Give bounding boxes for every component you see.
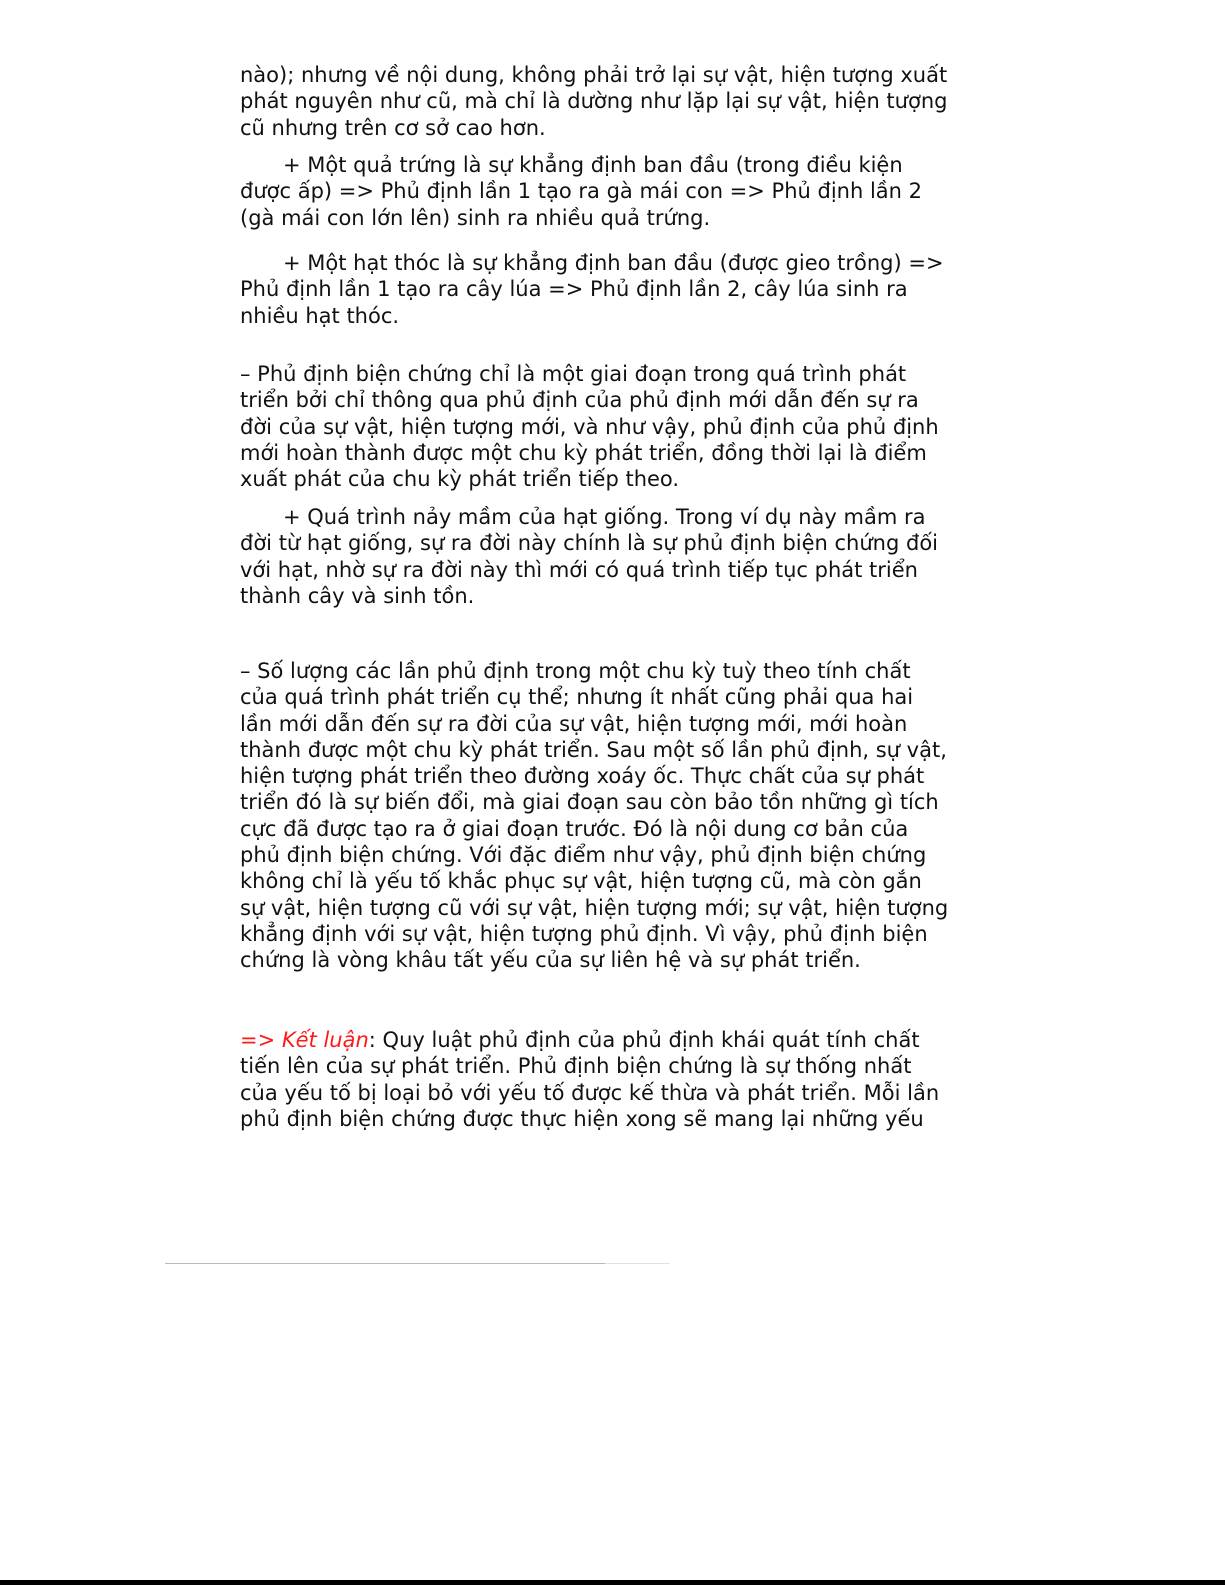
paragraph-conclusion bbox=[240, 1027, 960, 1132]
text-line: + Một quả trứng là sự khẳng định ban đầu (trong điều kiện bbox=[283, 153, 903, 177]
text-line: chứng là vòng khâu tất yếu của sự liên hệ và sự phát triển. bbox=[240, 948, 861, 973]
text-line: – Số lượng các lần phủ định trong một chu kỳ tuỳ theo tính chất bbox=[240, 659, 911, 683]
text-line: được ấp) => Phủ định lần 1 tạo ra gà mái con => Phủ định lần 2 bbox=[240, 179, 923, 204]
text-line: không chỉ là yếu tố khắc phục sự vật, hiện tượng cũ, mà còn gắn bbox=[240, 869, 922, 894]
text-line: nhiều hạt thóc. bbox=[240, 303, 400, 328]
text-line: (gà mái con lớn lên) sinh ra nhiều quả trứng. bbox=[240, 205, 711, 230]
text-line: cũ nhưng trên cơ sở cao hơn. bbox=[240, 115, 546, 140]
text-line: đời từ hạt giống, sự ra đời này chính là sự phủ định biện chứng đối bbox=[240, 531, 939, 556]
text-line: đời của sự vật, hiện tượng mới, và như vậy, phủ định của phủ định bbox=[240, 414, 939, 439]
text-line: thành được một chu kỳ phát triển. Sau một số lần phủ định, sự vật, bbox=[240, 737, 947, 762]
text-line: + Một hạt thóc là sự khẳng định ban đầu (được gieo trồng) => bbox=[283, 251, 944, 275]
text-line: của quá trình phát triển cụ thể; nhưng ít nhất cũng phải qua hai bbox=[240, 685, 914, 710]
text-line: Phủ định lần 1 tạo ra cây lúa => Phủ định lần 2, cây lúa sinh ra bbox=[240, 277, 908, 302]
text-line: với hạt, nhờ sự ra đời này thì mới có quá trình tiếp tục phát triển bbox=[240, 557, 918, 582]
text-line: sự vật, hiện tượng cũ với sự vật, hiện tượng mới; sự vật, hiện tượng bbox=[240, 895, 949, 920]
paragraph-egg-example bbox=[240, 152, 960, 231]
text-line: thành cây và sinh tồn. bbox=[240, 583, 475, 608]
conclusion-lead: => Kết luận bbox=[240, 1028, 369, 1052]
text-line: hiện tượng phát triển theo đường xoáy ốc. Thực chất của sự phát bbox=[240, 764, 925, 789]
text-line: triển đó là sự biến đổi, mà giai đoạn sau còn bảo tồn những gì tích bbox=[240, 790, 939, 815]
paragraph-rice-example bbox=[240, 250, 960, 329]
conclusion-first-line: : Quy luật phủ định của phủ định khái quát tính chất bbox=[368, 1028, 920, 1052]
text-line: tiến lên của sự phát triển. Phủ định biện chứng là sự thống nhất bbox=[240, 1054, 912, 1079]
text-line: phủ định biện chứng được thực hiện xong sẽ mang lại những yếu bbox=[240, 1106, 924, 1131]
text-line: lần mới dẫn đến sự ra đời của sự vật, hiện tượng mới, mới hoàn bbox=[240, 711, 908, 736]
text-line bbox=[240, 1027, 960, 1053]
footnote-separator-faint bbox=[605, 1263, 670, 1264]
paragraph-development-stage bbox=[240, 361, 960, 492]
text-line: triển bởi chỉ thông qua phủ định của phủ định mới dẫn đến sự ra bbox=[240, 388, 919, 413]
text-line: mới hoàn thành được một chu kỳ phát triển, đồng thời lại là điểm bbox=[240, 440, 927, 465]
text-line: cực đã được tạo ra ở giai đoạn trước. Đó là nội dung cơ bản của bbox=[240, 816, 909, 841]
paragraph-seed-example bbox=[240, 504, 960, 609]
text-line: xuất phát của chu kỳ phát triển tiếp theo. bbox=[240, 467, 680, 492]
text-line: phủ định biện chứng. Với đặc điểm như vậy, phủ định biện chứng bbox=[240, 843, 927, 868]
paragraph-continuation bbox=[240, 62, 960, 141]
text-line: của yếu tố bị loại bỏ với yếu tố được kế thừa và phát triển. Mỗi lần bbox=[240, 1080, 940, 1105]
page-bottom-border bbox=[0, 1580, 1225, 1585]
text-line: + Quá trình nảy mầm của hạt giống. Trong ví dụ này mầm ra bbox=[283, 505, 926, 529]
paragraph-negation-count bbox=[240, 658, 960, 974]
text-line: khẳng định với sự vật, hiện tượng phủ định. Vì vậy, phủ định biện bbox=[240, 921, 928, 946]
footnote-separator bbox=[165, 1263, 605, 1264]
text-line: nào); nhưng về nội dung, không phải trở lại sự vật, hiện tượng xuất bbox=[240, 63, 948, 87]
text-line: – Phủ định biện chứng chỉ là một giai đoạn trong quá trình phát bbox=[240, 362, 907, 386]
text-line: phát nguyên như cũ, mà chỉ là dường như lặp lại sự vật, hiện tượng bbox=[240, 89, 948, 114]
